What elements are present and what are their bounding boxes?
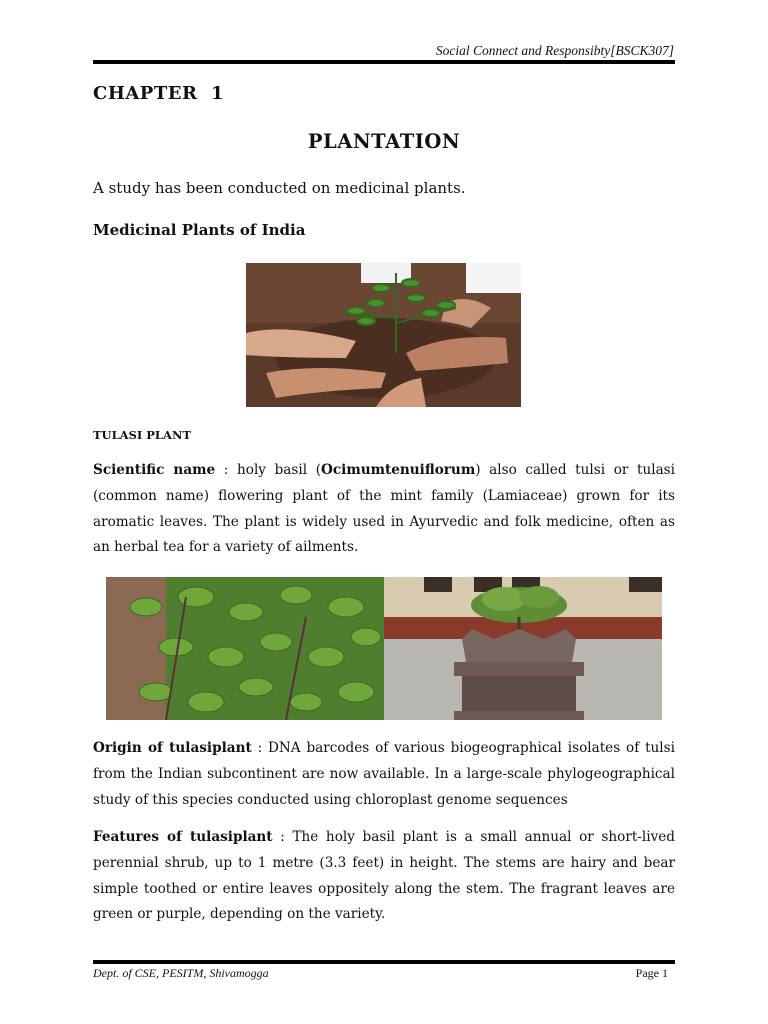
- origin-paragraph: [93, 736, 675, 813]
- footer-department: Dept. of CSE, PESITM, Shivamogga: [93, 966, 269, 980]
- footer-rule: [93, 960, 675, 964]
- header-rule: [93, 60, 675, 64]
- scientific-text-1: : holy basil (: [215, 462, 322, 478]
- origin-label: Origin of tulasiplant: [93, 740, 252, 756]
- running-header: Social Connect and Responsibty[BSCK307]: [435, 43, 674, 58]
- section-heading: Medicinal Plants of India: [93, 221, 306, 239]
- species-name: Ocimumtenuiflorum: [321, 462, 476, 478]
- page-title: PLANTATION: [307, 130, 461, 153]
- intro-text: A study has been conducted on medicinal plants.: [93, 179, 466, 197]
- planting-hands-photo: [246, 263, 521, 407]
- tulsi-pot-photo: [384, 577, 662, 720]
- plant-heading: TULASI PLANT: [93, 428, 192, 442]
- chapter-label: CHAPTER 1: [93, 83, 224, 104]
- origin-text: : DNA barcodes of various biogeographical isolates of tulsi from the Indian subcontinent are now available. In a large-scale phylogeographical study of this species conducted using chloroplast genome sequences: [93, 740, 675, 808]
- tulsi-leaves-photo: [106, 577, 384, 720]
- footer-page-number: Page 1: [635, 966, 668, 980]
- scientific-paragraph: [93, 458, 675, 561]
- scientific-text-2: ) also called tulsi or tulasi (common name) flowering plant of the mint family (Lamiaceae) grown for its aromatic leaves. The plant is widely used in Ayurvedic and folk medicine, often as an herbal tea for a variety of ailments.: [93, 462, 675, 556]
- scientific-label: Scientific name: [93, 462, 216, 478]
- features-text: : The holy basil plant is a small annual or short-lived perennial shrub, up to 1 metre (3.3 feet) in height. The stems are hairy and bear simple toothed or entire leaves oppositely along the stem. The fragrant leaves are green or purple, depending on the variety.: [93, 829, 676, 923]
- features-label: Features of tulasiplant: [93, 829, 273, 845]
- features-paragraph: [93, 825, 675, 928]
